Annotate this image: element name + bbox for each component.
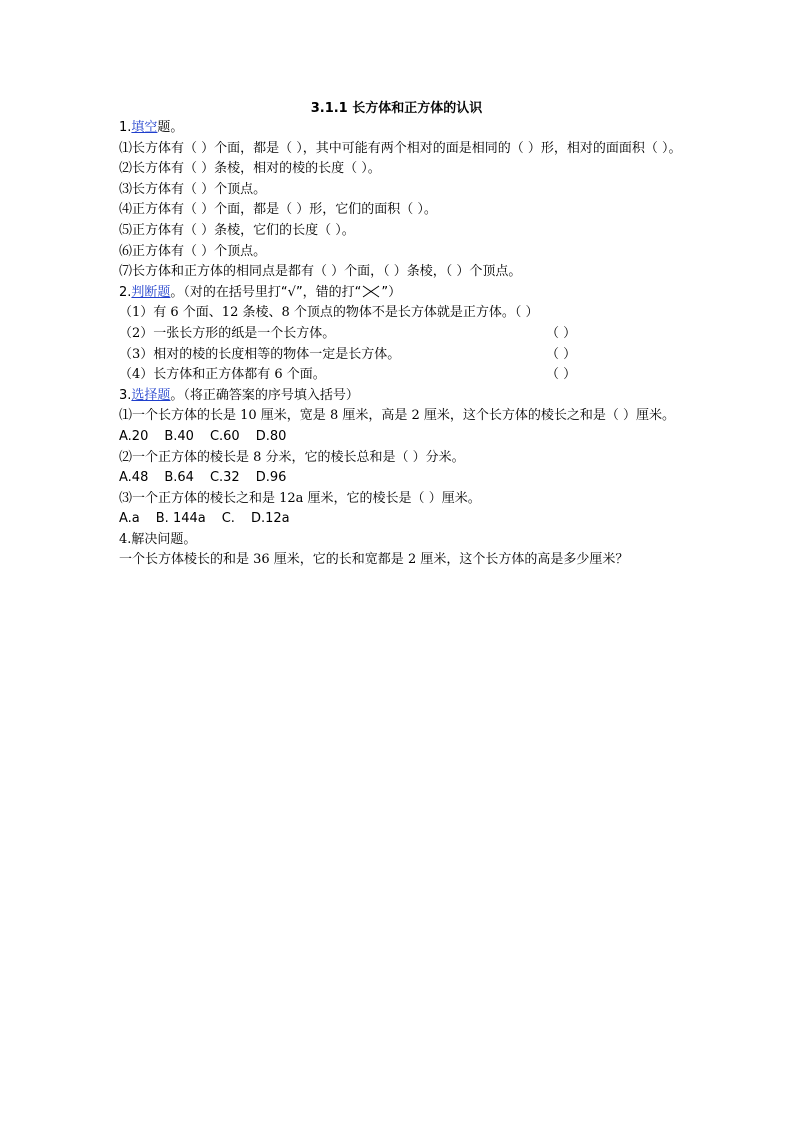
word-problem: 一个长方体棱长的和是 36 厘米，它的长和宽都是 2 厘米，这个长方体的高是多少厘米？ [119, 552, 629, 568]
fill-in-link[interactable]: 填空 [131, 120, 158, 135]
choice-options-2 [119, 468, 684, 489]
option: D.12a [250, 511, 290, 527]
section-1-suffix: 题。 [157, 120, 184, 135]
option: B. 144a [155, 511, 206, 527]
true-false-text: （3）相对的棱的长度相等的物体一定是长方体。 [119, 346, 401, 362]
option: A.48 [119, 470, 149, 486]
true-false-item [119, 365, 684, 386]
fill-question-3: ⑶长方体有（ ）个顶点。 [119, 181, 267, 197]
true-false-item [119, 303, 684, 324]
answer-bracket: （ ） [546, 325, 577, 341]
true-false-item [119, 345, 684, 366]
option: B.40 [164, 428, 194, 444]
option: C.32 [209, 470, 240, 486]
choice-question-1: ⑴一个长方体的长是 10 厘米，宽是 8 厘米，高是 2 厘米，这个长方体的棱长之和是（ ）厘米。 [119, 408, 676, 424]
choice-question-3: ⑶一个正方体的棱长之和是 12a 厘米，它的棱长是（ ）厘米。 [119, 490, 481, 506]
section-1-number: 1. [119, 120, 132, 135]
option: B.64 [164, 470, 194, 486]
answer-bracket: （ ） [546, 346, 577, 362]
fill-question-5: ⑸正方体有（ ）条棱，它们的长度（ ）。 [119, 222, 355, 238]
true-false-link[interactable]: 判断题 [131, 284, 171, 300]
true-false-text: （2）一张长方形的纸是一个长方体。 [119, 325, 336, 341]
section-4-heading: 4.解决问题。 [119, 531, 197, 547]
section-3-number: 3. [119, 387, 132, 403]
section-3-heading [119, 386, 684, 407]
option: C.60 [209, 428, 240, 444]
page-title: 3.1.1 长方体和正方体的认识 [310, 101, 483, 116]
worksheet-body [119, 118, 684, 571]
fill-question-4: ⑷正方体有（ ）个面，都是（ ）形，它们的面积（ ）。 [119, 202, 437, 218]
choice-question-2: ⑵一个正方体的棱长是 8 分米，它的棱长总和是（ ）分米。 [119, 449, 465, 465]
section-3-suffix: 。（将正确答案的序号填入括号） [170, 387, 359, 403]
answer-bracket: （ ） [546, 367, 577, 383]
option: D.96 [255, 470, 287, 486]
section-2-suffix-a: 。（对的在括号里打“√”，错的打“ [170, 284, 362, 300]
choice-options-1 [119, 427, 684, 448]
multiple-choice-link[interactable]: 选择题 [131, 387, 171, 403]
fill-question-1: ⑴长方体有（ ）个面，都是（ ），其中可能有两个相对的面是相同的（ ）形，相对的面面积（ ）。 [119, 140, 682, 156]
true-false-text: （4）长方体和正方体都有 6 个面。 [119, 367, 326, 383]
option: D.80 [255, 428, 287, 444]
fill-question-2: ⑵长方体有（ ）条棱，相对的棱的长度（ ）。 [119, 161, 381, 177]
fill-question-6: ⑹正方体有（ ）个顶点。 [119, 243, 267, 259]
section-1-heading [119, 118, 684, 139]
section-2-number: 2. [119, 284, 132, 300]
option: A.a [119, 511, 140, 527]
true-false-text: （1）有 6 个面、12 条棱、8 个顶点的物体不是长方体就是正方体。（ ） [119, 305, 539, 321]
true-false-item [119, 324, 684, 345]
choice-options-3 [119, 509, 684, 530]
fill-question-7: ⑺长方体和正方体的相同点是都有（ ）个面，（ ）条棱，（ ）个顶点。 [119, 264, 522, 280]
option: A.20 [119, 428, 149, 444]
cross-mark-icon [361, 285, 381, 298]
option: C. [221, 511, 235, 527]
section-2-suffix-b: ”） [381, 284, 402, 300]
section-2-heading [119, 283, 684, 304]
